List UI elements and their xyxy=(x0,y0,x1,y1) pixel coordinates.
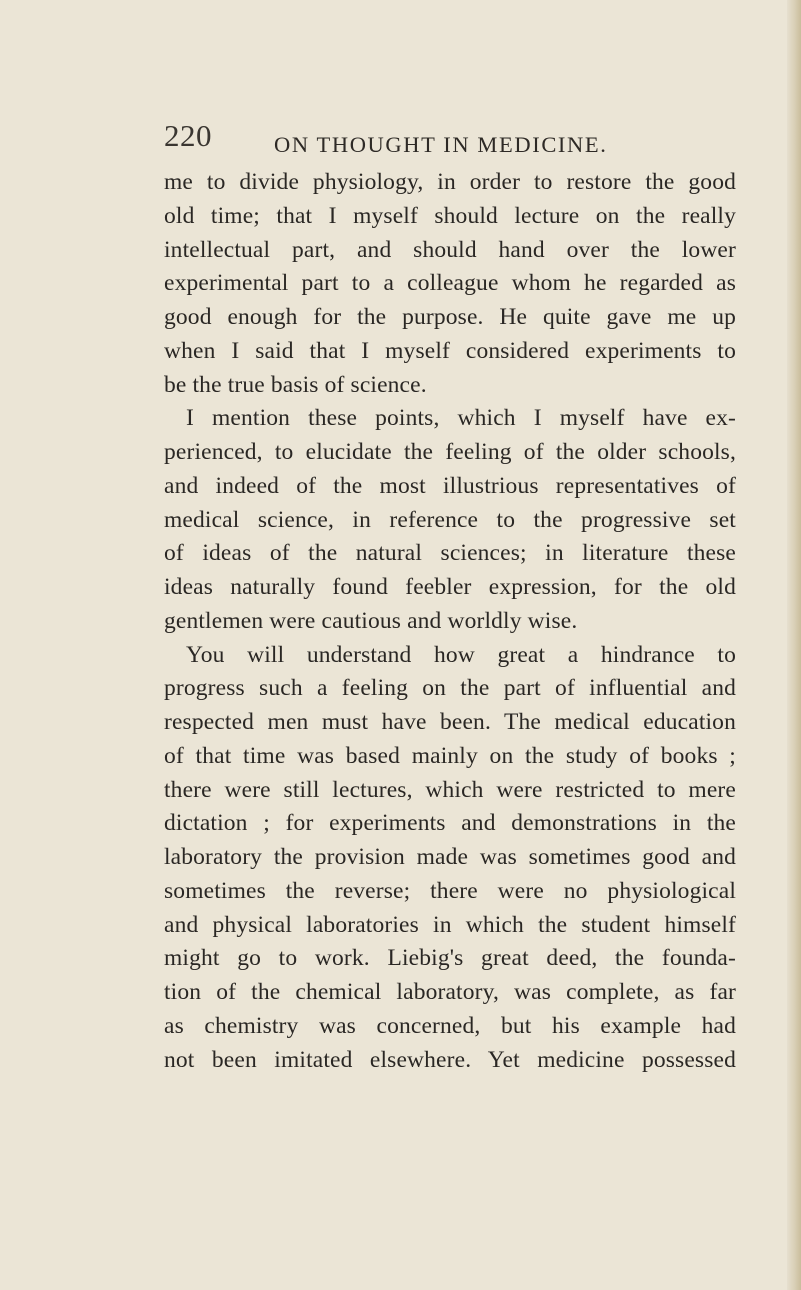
text-line: of ideas of the natural sciences; in literature these xyxy=(164,540,736,567)
text-line: and indeed of the most illustrious representatives of xyxy=(164,472,736,499)
text-line: me to divide physiology, in order to restore the good xyxy=(164,169,736,195)
text-line: old time; that I myself should lecture on the really xyxy=(164,202,736,229)
text-line: intellectual part, and should hand over the lower xyxy=(164,236,736,263)
text-line: perienced, to elucidate the feeling of the older schools, xyxy=(164,439,736,465)
text-line: sometimes the reverse; there were no physiological xyxy=(164,877,736,904)
text-line: there were still lectures, which were restricted to mere xyxy=(164,776,736,803)
text-line: might go to work. Liebig's great deed, the founda- xyxy=(164,945,736,972)
text-line: good enough for the purpose. He quite gave me up xyxy=(164,304,736,330)
paragraph-end-line: gentlemen were cautious and worldly wise. xyxy=(164,607,578,634)
page-header xyxy=(0,118,801,168)
page-number: 220 xyxy=(164,118,212,153)
text-line: respected men must have been. The medical education xyxy=(164,709,736,735)
text-line: tion of the chemical laboratory, was complete, as far xyxy=(164,979,736,1005)
text-line: when I said that I myself considered experiments to xyxy=(164,337,736,364)
running-head: ON THOUGHT IN MEDICINE. xyxy=(274,132,608,157)
text-line: dictation ; for experiments and demonstrations in the xyxy=(164,810,736,837)
text-line: of that time was based mainly on the study of books ; xyxy=(164,742,736,769)
paragraph-start-line: I mention these points, which I myself have ex- xyxy=(186,405,736,432)
text-line: laboratory the provision made was sometimes good and xyxy=(164,844,736,870)
text-line: as chemistry was concerned, but his example had xyxy=(164,1012,736,1039)
text-line: not been imitated elsewhere. Yet medicine possessed xyxy=(164,1046,736,1073)
text-line: and physical laboratories in which the student himself xyxy=(164,911,736,938)
text-line: ideas naturally found feebler expression, for the old xyxy=(164,574,736,600)
page-edge-shadow xyxy=(787,0,801,1290)
text-line: medical science, in reference to the progressive set xyxy=(164,506,736,533)
body-text xyxy=(164,166,736,1077)
paragraph-start-line: You will understand how great a hindrance to xyxy=(186,641,736,668)
paragraph-end-line: be the true basis of science. xyxy=(164,371,427,398)
text-line: experimental part to a colleague whom he regarded as xyxy=(164,270,736,297)
text-line: progress such a feeling on the part of influential and xyxy=(164,675,736,702)
